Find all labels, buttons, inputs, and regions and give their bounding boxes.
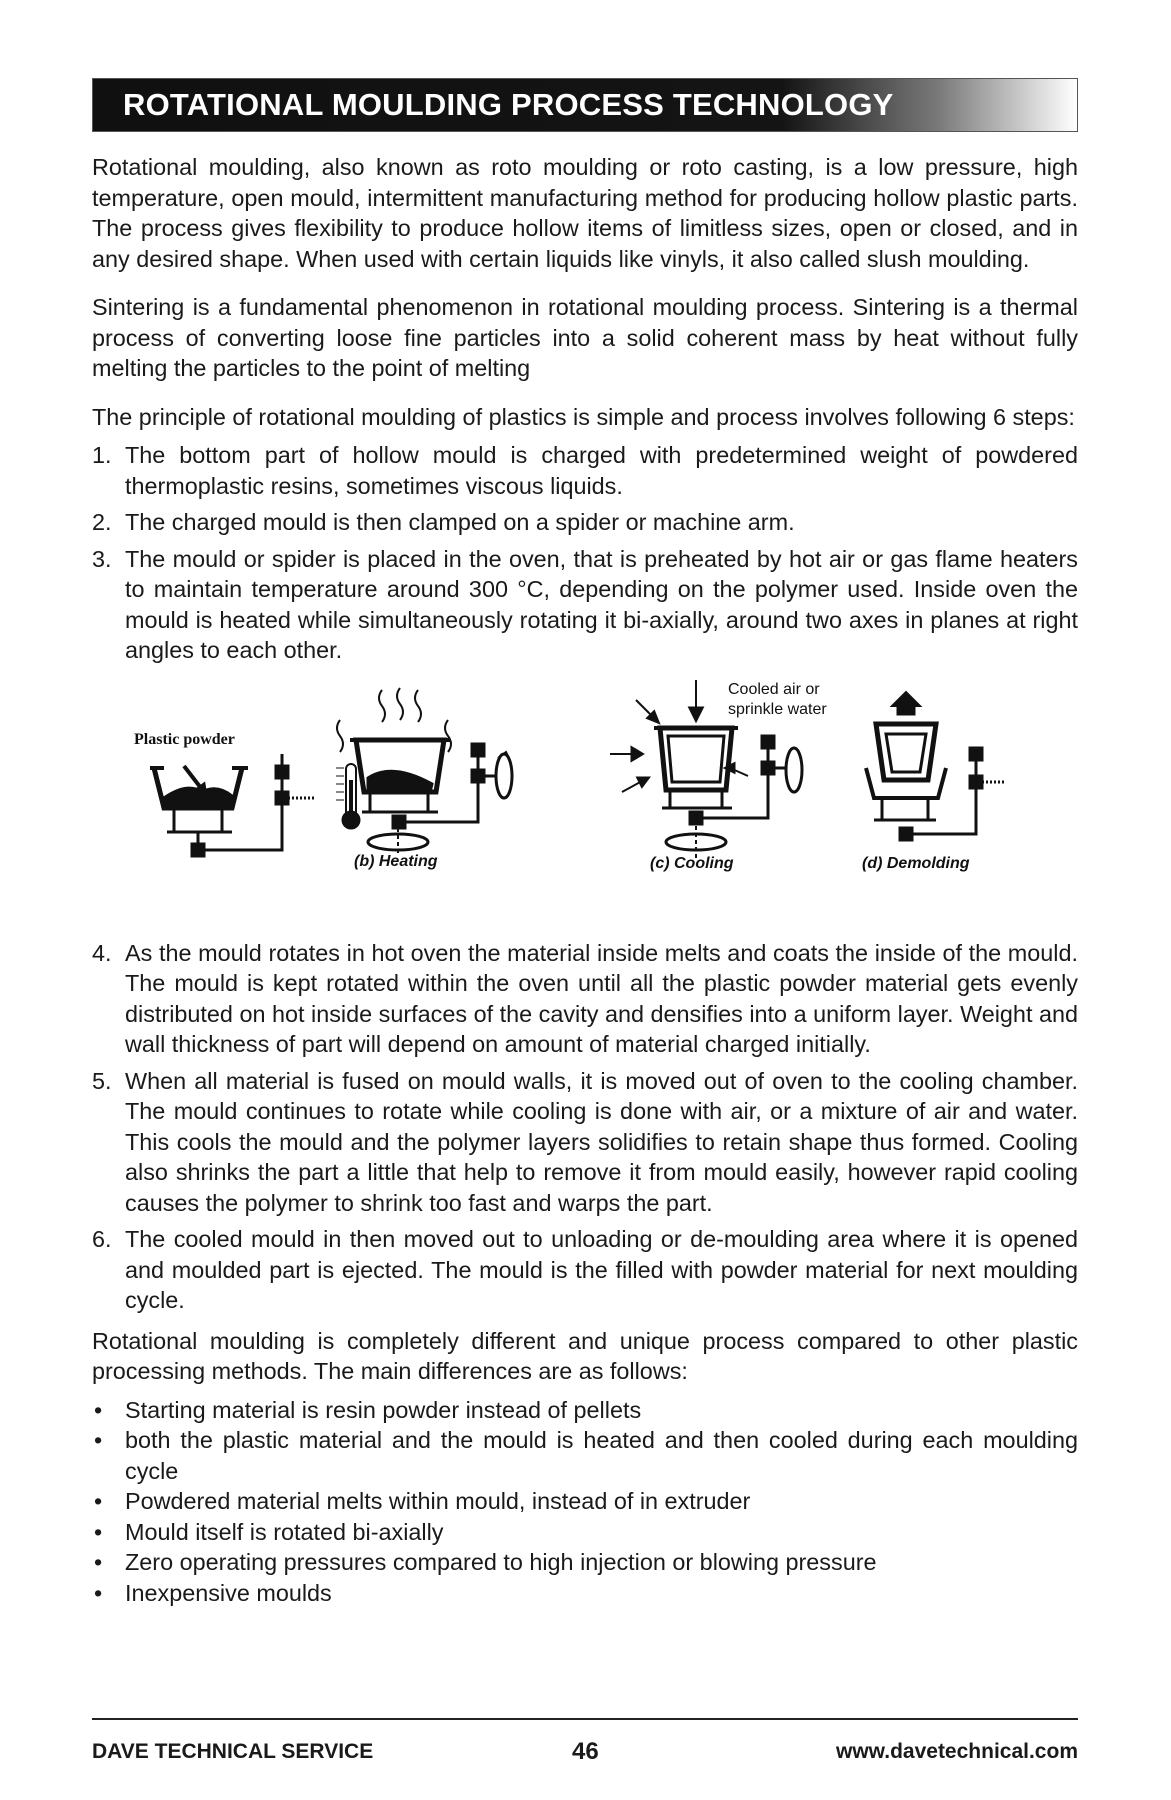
caption-cooling: (c) Cooling — [650, 854, 734, 872]
heating-illustration — [336, 688, 512, 856]
demolding-illustration — [866, 692, 1006, 840]
difference-text: Inexpensive moulds — [125, 1579, 332, 1606]
bullet-icon: • — [94, 1579, 103, 1606]
difference-item — [92, 1425, 1078, 1486]
footer-website: www.davetechnical.com — [836, 1740, 1078, 1763]
step-text: As the mould rotates in hot oven the material inside melts and coats the inside of the mould. The mould is kept rotated within the oven until all the plastic powder material gets evenly distributed on hot inside surfaces of the cavity and densifies into a uniform layer. Weight and wall thickness of part will depend on amount of material charged initially. — [125, 939, 1078, 1057]
bullet-icon: • — [94, 1427, 103, 1453]
difference-text: Powdered material melts within mould, instead of in extruder — [125, 1488, 751, 1514]
bullet-icon: • — [94, 1396, 103, 1423]
step-number: 2. — [92, 509, 112, 535]
intro-paragraph-3: The principle of rotational moulding of plastics is simple and process involves following 6 steps: — [92, 403, 1075, 430]
steps-list-a — [92, 440, 1078, 666]
plastic-powder-label: Plastic powder — [134, 730, 235, 748]
step-text: The charged mould is then clamped on a spider or machine arm. — [125, 509, 795, 535]
differences-intro: Rotational moulding is completely different and unique process compared to other plastic processing methods. The main differences are as follows: — [92, 1327, 1078, 1384]
step-number: 4. — [92, 939, 112, 966]
bullet-icon: • — [94, 1518, 103, 1545]
caption-heating: (b) Heating — [354, 852, 438, 870]
title-banner — [92, 78, 1078, 132]
difference-item — [92, 1486, 1078, 1517]
difference-text: Zero operating pressures compared to high injection or blowing pressure — [125, 1549, 877, 1575]
difference-text: Mould itself is rotated bi-axially — [125, 1518, 444, 1545]
step-text: The mould or spider is placed in the oven, that is preheated by hot air or gas flame heaters to maintain temperature around 300 °C, depending on the polymer used. Inside oven the mould is heated while simultaneously rotating it bi-axially, around two axes in planes at right angles to each other. — [125, 545, 1078, 663]
step-text: The cooled mould in then moved out to unloading or de-moulding area where it is opened and moulded part is ejected. The mould is the filled with powder material for next moulding cycle. — [125, 1226, 1078, 1313]
difference-item — [92, 1578, 1078, 1609]
step-number: 1. — [92, 442, 112, 468]
step-number: 3. — [92, 545, 112, 572]
step-item — [92, 440, 1078, 501]
intro-paragraph-1: Rotational moulding, also known as roto moulding or roto casting, is a low pressure, high temperature, open mould, intermittent manufacturing method for producing hollow plastic parts. The process gives flexibility to produce hollow items of limitless sizes, open or closed, and in any desired shape. When used with certain liquids like vinyls, it also called slush moulding. — [92, 154, 1078, 272]
page-number: 46 — [572, 1738, 599, 1765]
step-number: 5. — [92, 1067, 112, 1094]
step-text: When all material is fused on mould walls, it is moved out of oven to the cooling chamber. The mould continues to rotate while cooling is done with air, or a mixture of air and water. This cools the mould and the polymer layers solidifies to retain shape thus formed. Cooling also shrinks the part a little that help to remove it from mould easily, however rapid cooling causes the polymer to shrink too fast and warps the part. — [125, 1067, 1078, 1216]
intro-paragraph-2: Sintering is a fundamental phenomenon in rotational moulding process. Sintering is a thermal process of converting loose fine particles into a solid coherent mass by heat without fully melting the particles to the point of melting — [92, 294, 1078, 381]
difference-item — [92, 1395, 1078, 1426]
process-figure — [92, 680, 1078, 930]
charging-illustration — [150, 754, 314, 856]
step-item — [92, 1224, 1078, 1316]
process-diagram — [92, 680, 1078, 930]
difference-item — [92, 1547, 1078, 1578]
sprinkle-water-label: sprinkle water — [728, 700, 827, 718]
footer-publisher: DAVE TECHNICAL SERVICE — [92, 1740, 374, 1763]
page-footer — [92, 1718, 1078, 1770]
differences-list — [92, 1395, 1078, 1609]
page-title: ROTATIONAL MOULDING PROCESS TECHNOLOGY — [123, 87, 894, 122]
step-number: 6. — [92, 1226, 112, 1252]
step-item — [92, 1066, 1078, 1219]
difference-text: both the plastic material and the mould is heated and then cooled during each moulding cycle — [125, 1427, 1078, 1484]
step-item — [92, 544, 1078, 666]
step-item — [92, 507, 1078, 538]
step-text: The bottom part of hollow mould is charged with predetermined weight of powdered thermoplastic resins, sometimes viscous liquids. — [125, 442, 1078, 499]
step-item — [92, 938, 1078, 1060]
cooled-air-label: Cooled air or — [728, 680, 820, 698]
steps-list-b — [92, 938, 1078, 1316]
bullet-icon: • — [94, 1549, 103, 1575]
page — [92, 78, 1078, 1608]
bullet-icon: • — [94, 1488, 103, 1514]
caption-demolding: (d) Demolding — [862, 854, 970, 872]
difference-text: Starting material is resin powder instead of pellets — [125, 1396, 642, 1423]
difference-item — [92, 1517, 1078, 1548]
